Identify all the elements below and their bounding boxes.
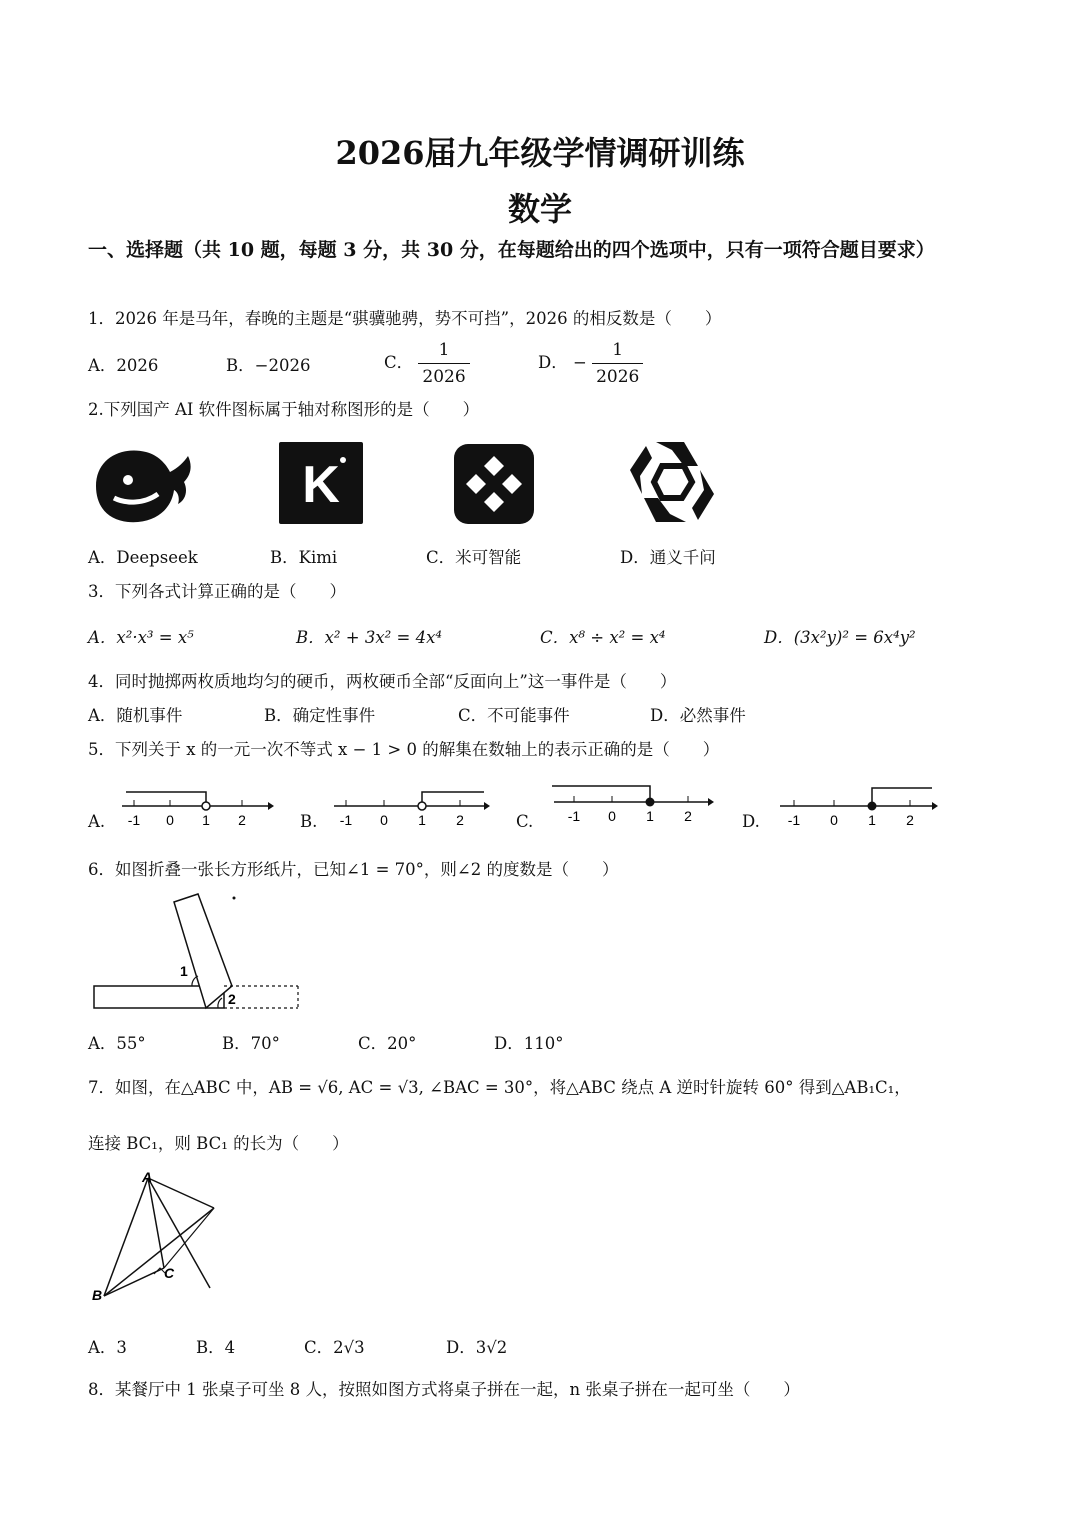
section-heading: 一、选择题（共 10 题，每题 3 分，共 30 分，在每题给出的四个选项中，只有一项符合题目要求） [88, 239, 935, 261]
question-1-option-a: A．2026 [88, 356, 159, 375]
question-7-option-b: B．4 [196, 1338, 236, 1357]
question-6-option-d: D．110° [494, 1034, 564, 1053]
fraction-numerator: 1 [592, 337, 643, 364]
tick-label: 0 [166, 812, 174, 828]
number-line-b [330, 780, 490, 830]
question-1-option-d [538, 337, 643, 390]
question-6-option-c: C．20° [358, 1034, 417, 1053]
tongyi-logo-icon [626, 436, 718, 528]
tick-label: 1 [418, 812, 426, 828]
number-line-a [118, 780, 274, 830]
minus-sign: − [572, 353, 587, 372]
tick-label: 1 [202, 812, 210, 828]
question-5-option-b: B. [300, 812, 318, 831]
vertex-a-label: A [142, 1169, 153, 1185]
kimi-logo-letter: K [302, 456, 340, 514]
option-d-label: D． [538, 353, 568, 372]
tick-label: 2 [238, 812, 246, 828]
question-7-option-a: A．3 [88, 1338, 127, 1357]
question-7-stem-line-1: 7．如图，在△ABC 中，AB = √6, AC = √3, ∠BAC = 30°，将△ABC 绕点 A 逆时针旋转 60° 得到△AB₁C₁， [88, 1078, 911, 1097]
tick-label: -1 [787, 812, 801, 828]
kimi-logo-icon [277, 440, 365, 526]
question-7-option-c: C．2√3 [304, 1338, 365, 1357]
question-5-option-a: A. [88, 812, 106, 831]
angle-2-label: 2 [228, 991, 236, 1007]
triangle-rotation-figure [88, 1168, 218, 1308]
tick-label: 0 [380, 812, 388, 828]
vertex-c-label: C [164, 1265, 175, 1281]
question-6-option-b: B．70° [222, 1034, 280, 1053]
question-7-stem-line-2: 连接 BC₁，则 BC₁ 的长为（ ） [88, 1134, 349, 1153]
question-1-option-c [384, 337, 470, 390]
question-5-stem: 5．下列关于 x 的一元一次不等式 x − 1 > 0 的解集在数轴上的表示正确的是（ ） [88, 740, 720, 759]
fraction [418, 337, 469, 390]
question-3-option-c: C．x⁸ ÷ x² = x⁴ [540, 628, 666, 647]
question-4-option-c: C．不可能事件 [458, 706, 570, 725]
question-6-option-a: A．55° [88, 1034, 146, 1053]
question-2-option-d: D．通义千问 [620, 548, 716, 567]
fraction-numerator: 1 [418, 337, 469, 364]
tick-label: 2 [684, 808, 692, 824]
fraction-denominator: 2026 [422, 367, 466, 387]
question-4-option-a: A．随机事件 [88, 706, 183, 725]
question-6-stem: 6．如图折叠一张长方形纸片，已知∠1 = 70°，则∠2 的度数是（ ） [88, 860, 619, 879]
question-7-option-d: D．3√2 [446, 1338, 508, 1357]
question-3-option-d: D．(3x²y)² = 6x⁴y² [764, 628, 916, 647]
question-2-option-a: A．Deepseek [88, 548, 198, 567]
tick-label: 2 [906, 812, 914, 828]
tick-label: 0 [608, 808, 616, 824]
angle-1-label: 1 [180, 963, 188, 979]
question-4-option-d: D．必然事件 [650, 706, 746, 725]
question-8-stem: 8．某餐厅中 1 张桌子可坐 8 人，按照如图方式将桌子拼在一起，n 张桌子拼在一起可坐（ ） [88, 1380, 800, 1399]
fraction [592, 337, 643, 390]
tick-label: 1 [868, 812, 876, 828]
deepseek-logo-icon [88, 440, 200, 530]
mike-logo-icon [452, 442, 536, 526]
question-3-option-a: A．x²·x³ = x⁵ [88, 628, 194, 647]
fraction-denominator: 2026 [596, 367, 640, 387]
question-3-stem: 3．下列各式计算正确的是（ ） [88, 582, 346, 601]
number-line-c [548, 778, 716, 828]
vertex-b-label: B [92, 1287, 103, 1303]
page-title: 2026届九年级学情调研训练 [335, 134, 745, 172]
number-line-d [776, 780, 940, 830]
tick-label: -1 [127, 812, 141, 828]
question-2-stem: 2.下列国产 AI 软件图标属于轴对称图形的是（ ） [88, 400, 480, 419]
subject-title: 数学 [507, 190, 572, 228]
tick-label: 2 [456, 812, 464, 828]
question-4-stem: 4．同时抛掷两枚质地均匀的硬币，两枚硬币全部“反面向上”这一事件是（ ） [88, 672, 677, 691]
question-5-option-d: D. [742, 812, 760, 831]
tick-label: 0 [830, 812, 838, 828]
question-4-option-b: B．确定性事件 [264, 706, 376, 725]
question-2-option-b: B．Kimi [270, 548, 338, 567]
question-1-stem: 1．2026 年是马年，春晚的主题是“骐骥驰骋，势不可挡”，2026 的相反数是（ ） [88, 309, 722, 328]
tick-label: -1 [339, 812, 353, 828]
question-2-option-c: C．米可智能 [426, 548, 522, 567]
option-c-label: C． [384, 353, 414, 372]
tick-label: 1 [646, 808, 654, 824]
tick-label: -1 [567, 808, 581, 824]
folded-paper-figure [88, 888, 302, 1016]
question-3-option-b: B．x² + 3x² = 4x⁴ [296, 628, 443, 647]
question-5-option-c: C. [516, 812, 534, 831]
question-1-option-b: B．−2026 [226, 356, 311, 375]
